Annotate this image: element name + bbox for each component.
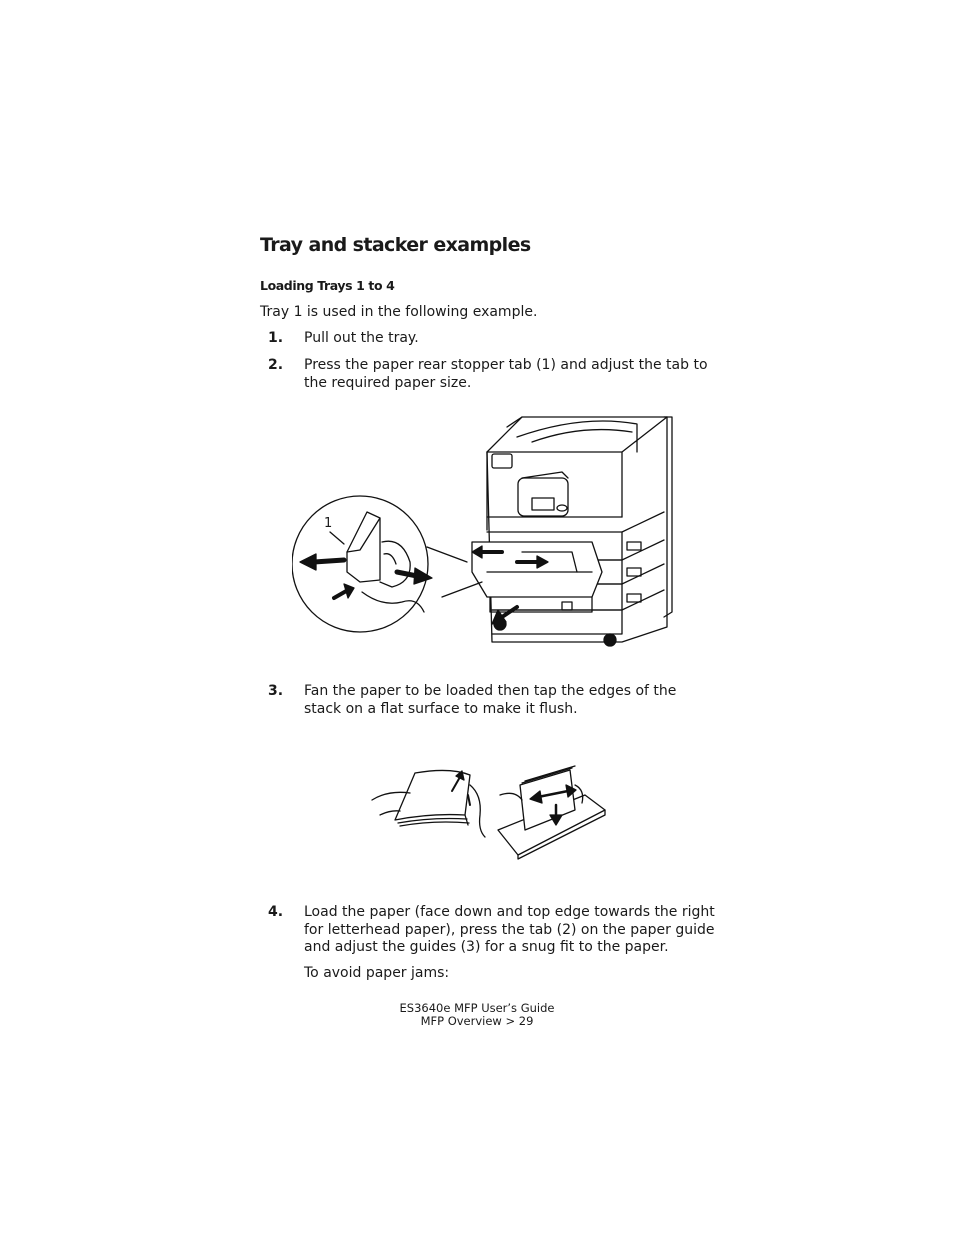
note-text: To avoid paper jams: xyxy=(304,965,450,981)
footer-page-ref: MFP Overview > 29 xyxy=(420,1014,534,1028)
step-text: Press the paper rear stopper tab (1) and adjust the tab to the required paper size. xyxy=(304,357,708,391)
fan-paper-illustration xyxy=(370,755,610,860)
step-number: 4. xyxy=(268,904,284,920)
subsection-heading: Loading Trays 1 to 4 xyxy=(260,278,395,293)
step-number: 3. xyxy=(268,683,284,699)
step-number: 1. xyxy=(268,330,284,346)
printer-tray-illustration xyxy=(292,412,692,652)
step-number: 2. xyxy=(268,357,284,373)
step-text: Fan the paper to be loaded then tap the edges of the stack on a flat surface to make it flush. xyxy=(304,683,677,717)
intro-paragraph: Tray 1 is used in the following example. xyxy=(260,304,538,320)
step-text: Load the paper (face down and top edge towards the right for letterhead paper), press the tab (2) on the paper guide and adjust the guides (3) for a snug fit to the paper. xyxy=(304,904,715,955)
step-text: Pull out the tray. xyxy=(304,330,419,346)
footer-guide-title: ES3640e MFP User’s Guide xyxy=(399,1001,555,1015)
callout-label: 1 xyxy=(324,516,333,531)
section-heading: Tray and stacker examples xyxy=(260,234,531,256)
